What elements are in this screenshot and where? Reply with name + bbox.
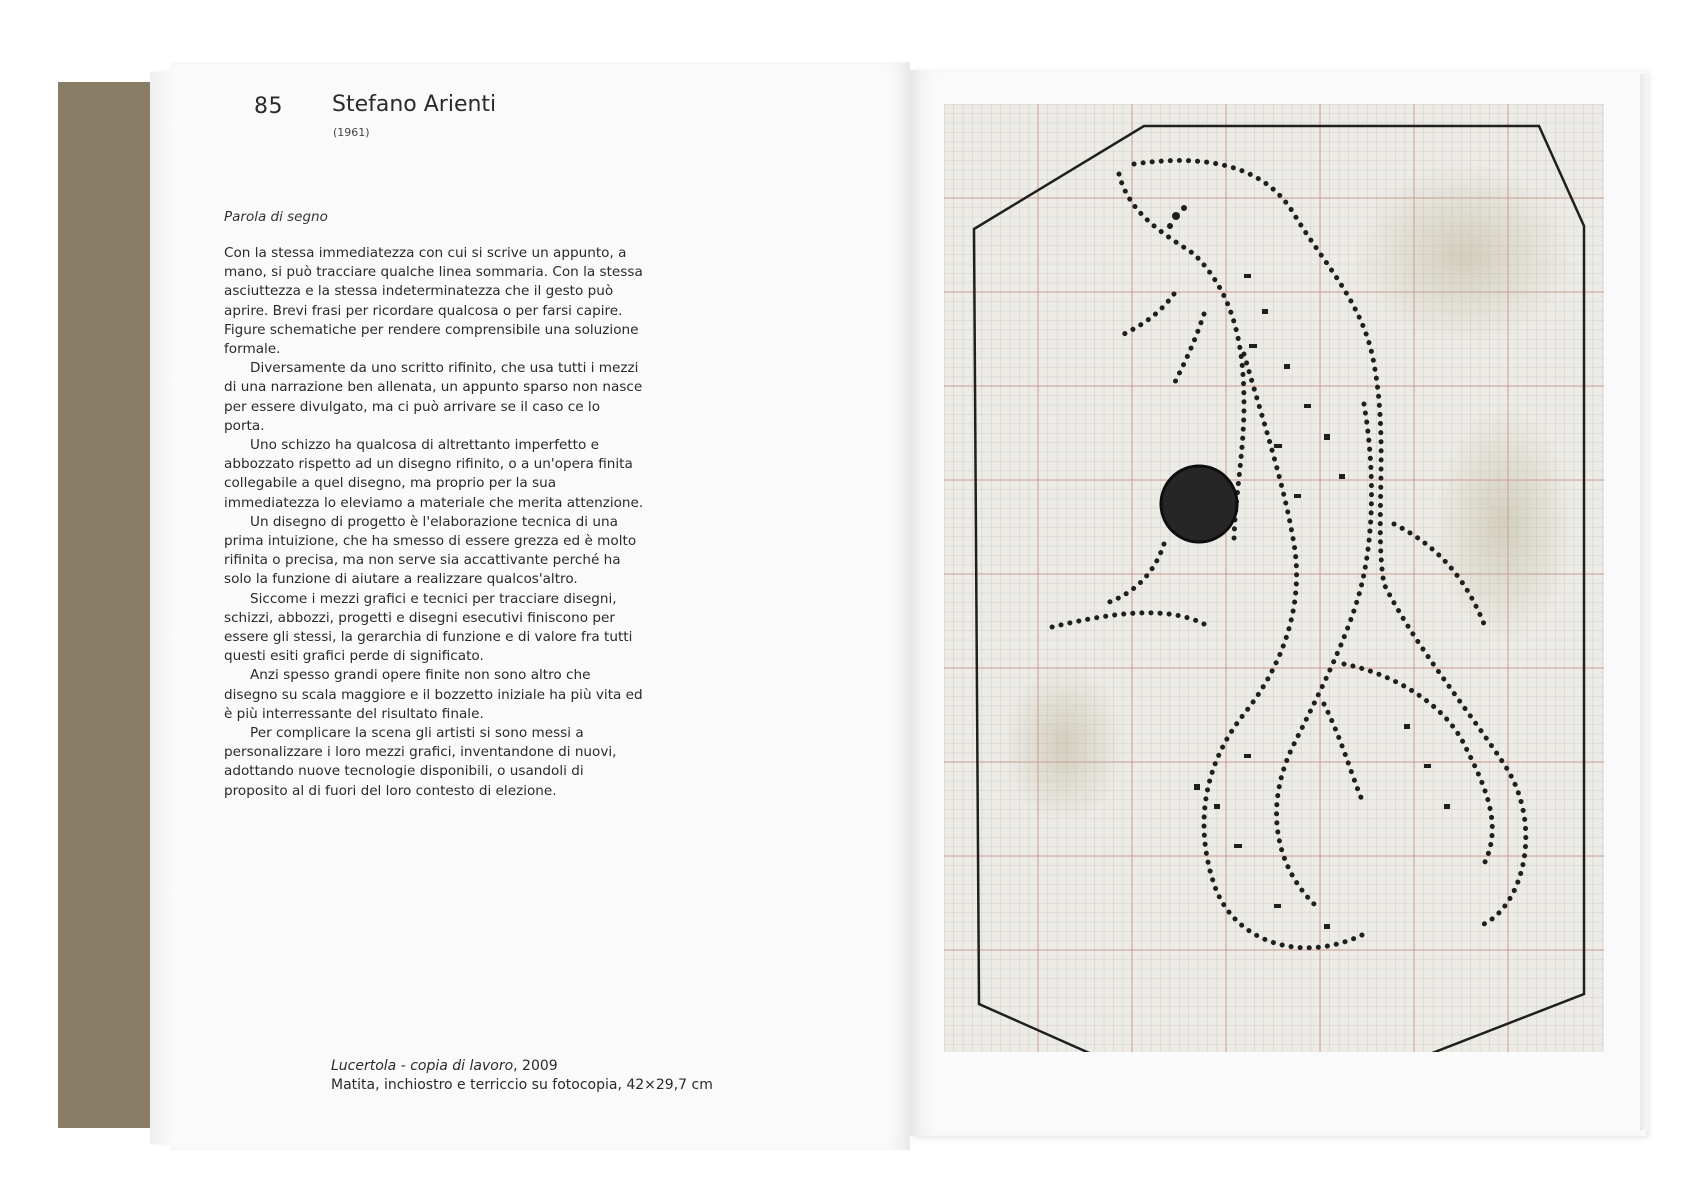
caption-year: , 2009 bbox=[513, 1058, 558, 1074]
artwork-svg bbox=[944, 104, 1604, 1052]
soil-stain bbox=[1354, 164, 1574, 344]
essay-paragraph: Siccome i mezzi grafici e tecnici per tracciare disegni, schizzi, abbozzi, progetti e disegni esecutivi finiscono per essere gli stessi, la gerarchia di funzione e di valore fra tutti questi esiti grafici perde di significato. bbox=[224, 590, 633, 665]
essay-title: Parola di segno bbox=[224, 209, 328, 225]
cover-board bbox=[58, 82, 158, 1128]
right-page-edge bbox=[1640, 74, 1648, 1130]
page-number: 85 bbox=[254, 94, 283, 119]
essay-paragraph: Anzi spesso grandi opere finite non sono altro che disegno su scala maggiore e il bozzetto iniziale ha più vita ed è più interressante del risultato finale. bbox=[224, 667, 643, 722]
caption-medium: Matita, inchiostro e terriccio su fotocopia, 42×29,7 cm bbox=[331, 1077, 713, 1093]
essay-paragraph: Uno schizzo ha qualcosa di altrettanto imperfetto e abbozzato rispetto ad un disegno rifinito, o a un'opera finita collegabile a quel disegno, ma proprio per la sua immediatezza lo eleviamo a materiale che merita attenzione. bbox=[224, 437, 644, 511]
artist-name: Stefano Arienti bbox=[332, 92, 497, 117]
essay-paragraph: Diversamente da uno scritto rifinito, che usa tutti i mezzi di una narrazione ben allenata, un appunto sparso non nasce per essere divulgato, ma ci può arrivare se il caso ce lo porta. bbox=[224, 360, 643, 434]
essay-body bbox=[224, 244, 644, 801]
caption-work-title: Lucertola - copia di lavoro bbox=[331, 1058, 514, 1074]
artwork-caption bbox=[331, 1057, 713, 1095]
essay-paragraph: Con la stessa immediatezza con cui si scrive un appunto, a mano, si può tracciare qualche linea sommaria. Con la stessa asciuttezza e la stessa indeterminatezza che il gesto può aprire. Brevi frasi per ricordare qualcosa o per farsi capire. Figure schematiche per rendere comprensibile una soluzione formale. bbox=[224, 245, 643, 358]
caption-title-line bbox=[331, 1057, 713, 1076]
soil-stain bbox=[1434, 404, 1574, 644]
artwork-lizard-drawing bbox=[944, 104, 1604, 1052]
essay-paragraph: Per complicare la scena gli artisti si sono messi a personalizzare i loro mezzi grafici, inventandone di nuovi, adottando nuove tecnologie disponibili, o usandoli di proposito al di fuori del loro contesto di elezione. bbox=[224, 725, 617, 799]
essay-paragraph: Un disegno di progetto è l'elaborazione tecnica di una prima intuizione, che ha smesso di essere grezza ed è molto rifinita o precisa, ma non serve sia accattivante perché ha solo la funzione di aiutare a realizzare qualcos'altro. bbox=[224, 513, 637, 588]
artist-year: (1961) bbox=[333, 126, 370, 139]
soil-stain bbox=[1004, 664, 1124, 824]
